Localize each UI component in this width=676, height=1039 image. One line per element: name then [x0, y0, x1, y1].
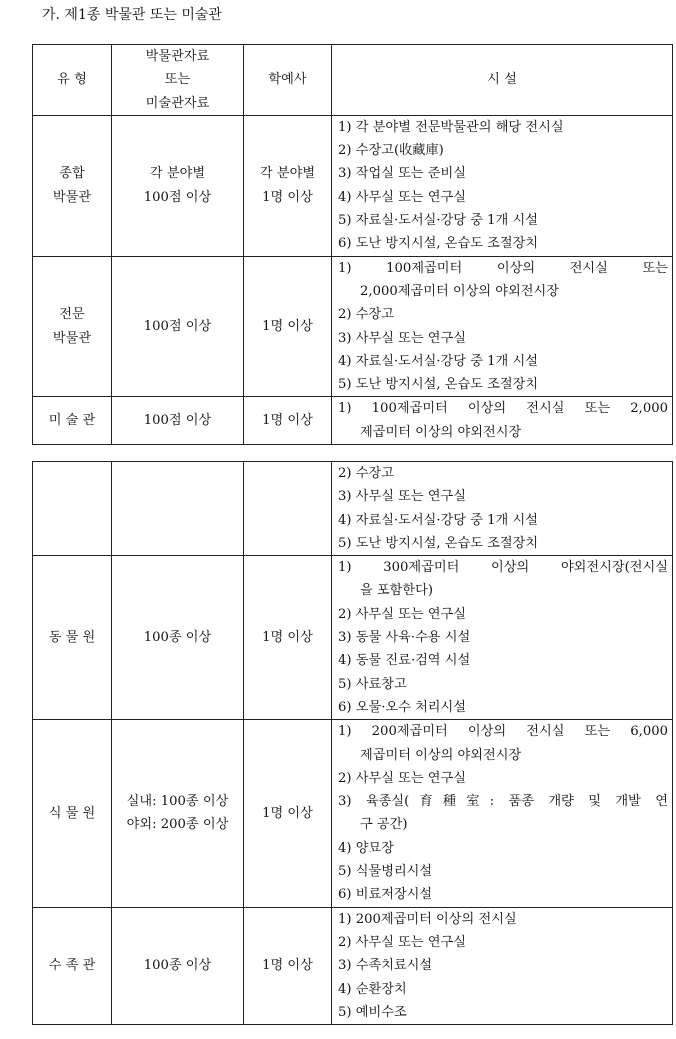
curator-cell: [244, 907, 332, 1024]
facility-item: 6) 도난 방지시설, 온습도 조절장치: [338, 236, 539, 252]
facility-item: 을 포함한다): [360, 583, 434, 599]
header-facilities: 시 설: [332, 45, 673, 116]
materials-cell-line: 100점 이상: [143, 189, 212, 205]
facilities-cell: [332, 397, 673, 445]
facility-item: 2) 사무실 또는 연구실: [338, 606, 467, 622]
table-row: [33, 907, 673, 1024]
facilities-cell: [332, 720, 673, 907]
facility-item: 5) 사료창고: [338, 676, 407, 692]
facility-item: 5) 예비수조: [338, 1004, 407, 1020]
materials-cell-line: 100점 이상: [143, 318, 212, 334]
materials-cell-line: 실내: 100종 이상: [126, 794, 229, 810]
facility-item: 1) 200제곱미터 이상의 전시실 또는 6,000: [338, 724, 668, 740]
facility-item: 1) 200제곱미터 이상의 전시실: [338, 911, 517, 927]
table-row: [33, 462, 673, 556]
facility-item: 제곱미터 이상의 야외전시장: [360, 747, 522, 763]
curator-cell-line: 1명 이상: [262, 958, 313, 974]
facility-item: 6) 오물·오수 처리시설: [338, 699, 467, 715]
section-heading: 가. 제1종 박물관 또는 미술관: [42, 7, 222, 23]
facility-item: 1) 100제곱미터 이상의 전시실 또는: [338, 260, 668, 276]
type-cell-line: 식 물 원: [48, 805, 96, 821]
type-cell: [33, 256, 112, 397]
curator-cell: [244, 115, 332, 256]
type-cell: [33, 907, 112, 1024]
table-row: [33, 115, 673, 256]
curator-cell: [244, 256, 332, 397]
materials-cell: [112, 462, 244, 556]
materials-cell-line: 야외: 200종 이상: [126, 817, 229, 833]
type-cell-line: 수 족 관: [48, 958, 96, 974]
type-cell-line: 미 술 관: [48, 413, 96, 429]
curator-cell-line: 각 분야별: [259, 166, 316, 182]
facility-item: 1) 300제곱미터 이상의 야외전시장(전시실: [338, 560, 668, 576]
type-cell: [33, 397, 112, 445]
facility-requirements-table-part-1: [32, 44, 673, 445]
type-cell: [33, 462, 112, 556]
facility-item: 4) 양묘장: [338, 840, 394, 856]
facility-item: 4) 동물 진료·검역 시설: [338, 653, 471, 669]
curator-cell-line: 1명 이상: [262, 413, 313, 429]
facility-item: 3) 작업실 또는 준비실: [338, 166, 467, 182]
table-row: [33, 397, 673, 445]
header-curator: 학예사: [244, 45, 332, 116]
table-row: [33, 256, 673, 397]
facility-item: 5) 도난 방지시설, 온습도 조절장치: [338, 535, 539, 551]
facilities-cell: [332, 256, 673, 397]
facility-item: 4) 자료실·도서실·강당 중 1개 시설: [338, 512, 538, 528]
curator-cell: [244, 720, 332, 907]
curator-cell: [244, 397, 332, 445]
facility-item: 4) 자료실·도서실·강당 중 1개 시설: [338, 353, 538, 369]
materials-cell-line: 각 분야별: [149, 166, 206, 182]
facilities-cell: [332, 907, 673, 1024]
facility-item: 5) 식물병리시설: [338, 864, 433, 880]
facility-item: 2,000제곱미터 이상의 야외전시장: [360, 283, 560, 299]
materials-cell: [112, 256, 244, 397]
materials-cell: [112, 115, 244, 256]
table-header-row: [33, 45, 673, 116]
header-type: 유 형: [33, 45, 112, 116]
facility-item: 3) 수족치료시설: [338, 958, 433, 974]
facility-item: 6) 비료저장시설: [338, 887, 433, 903]
type-cell-line: 종합: [59, 166, 85, 182]
materials-cell: [112, 397, 244, 445]
curator-cell: [244, 462, 332, 556]
type-cell: [33, 720, 112, 907]
facility-requirements-table-part-2: [32, 461, 673, 1025]
facility-item: 2) 수장고(收藏庫): [338, 143, 444, 159]
type-cell-line: 전문: [59, 307, 85, 323]
materials-cell: [112, 907, 244, 1024]
facilities-cell: [332, 115, 673, 256]
materials-cell-line: 100점 이상: [143, 413, 212, 429]
header-materials: 박물관자료 또는 미술관자료: [112, 45, 244, 116]
facility-item: 4) 순환장치: [338, 981, 407, 997]
materials-cell: [112, 720, 244, 907]
facility-item: 2) 수장고: [338, 307, 394, 323]
facility-item: 3) 육종실(育種室: 품종 개량 및 개발 연: [338, 794, 668, 810]
type-cell: [33, 115, 112, 256]
materials-cell-line: 100종 이상: [143, 958, 212, 974]
curator-cell-line: 1명 이상: [262, 630, 313, 646]
curator-cell-line: 1명 이상: [262, 318, 313, 334]
facility-item: 구 공간): [360, 817, 408, 833]
facility-item: 2) 사무실 또는 연구실: [338, 770, 467, 786]
facility-item: 3) 사무실 또는 연구실: [338, 330, 467, 346]
facility-item: 3) 사무실 또는 연구실: [338, 489, 467, 505]
facilities-cell: [332, 556, 673, 720]
table-row: [33, 720, 673, 907]
curator-cell-line: 1명 이상: [262, 805, 313, 821]
facility-item: 2) 사무실 또는 연구실: [338, 934, 467, 950]
facility-item: 3) 동물 사육·수용 시설: [338, 630, 471, 646]
type-cell-line: 동 물 원: [48, 630, 96, 646]
facility-item: 4) 사무실 또는 연구실: [338, 189, 467, 205]
facility-item: 5) 자료실·도서실·강당 중 1개 시설: [338, 213, 538, 229]
table-row: [33, 556, 673, 720]
type-cell-line: 박물관: [52, 189, 92, 205]
curator-cell: [244, 556, 332, 720]
type-cell-line: 박물관: [52, 330, 92, 346]
curator-cell-line: 1명 이상: [262, 189, 313, 205]
materials-cell: [112, 556, 244, 720]
facility-item: 제곱미터 이상의 야외전시장: [360, 424, 522, 440]
facility-item: 1) 각 분야별 전문박물관의 해당 전시실: [338, 119, 564, 135]
facility-item: 5) 도난 방지시설, 온습도 조절장치: [338, 377, 539, 393]
facility-item: 1) 100제곱미터 이상의 전시실 또는 2,000: [338, 401, 668, 417]
type-cell: [33, 556, 112, 720]
materials-cell-line: 100종 이상: [143, 630, 212, 646]
facilities-cell: [332, 462, 673, 556]
facility-item: 2) 수장고: [338, 466, 394, 481]
